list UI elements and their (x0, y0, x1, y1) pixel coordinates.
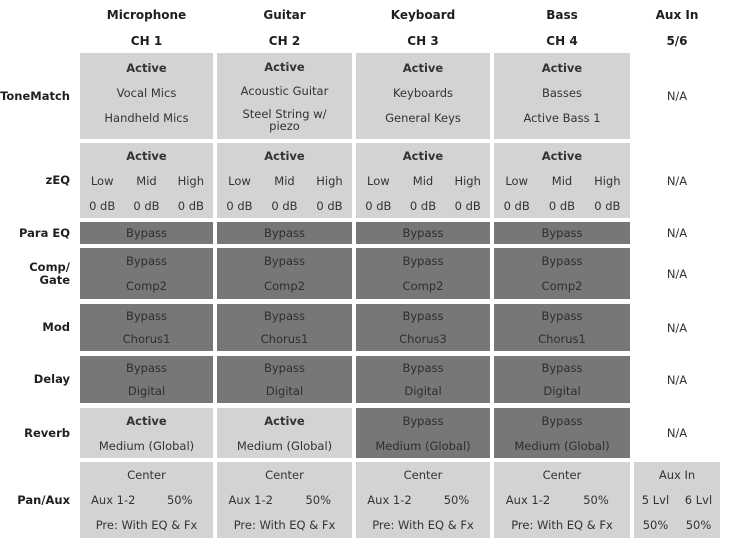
compgate-cell-ch2[interactable] (217, 248, 352, 299)
pan-value: Center (265, 467, 304, 482)
effect-type: Medium (Global) (236, 438, 333, 453)
reverb-cell-ch3[interactable] (356, 408, 490, 458)
tonematch-cell-ch4[interactable] (494, 53, 630, 139)
status-label: Bypass (125, 226, 168, 240)
status-label: Bypass (263, 226, 306, 240)
effect-type: Comp2 (541, 279, 583, 294)
aux-tap-point: Pre: With EQ & Fx (511, 518, 613, 533)
status-label: Bypass (125, 308, 168, 323)
aux-send-level: 50% (305, 492, 332, 507)
tonematch-category: Basses (542, 85, 582, 100)
status-label: Bypass (402, 360, 444, 375)
column-header-keyboard: Keyboard (390, 8, 456, 22)
panaux-cell-ch4[interactable] (494, 462, 630, 538)
eq-value-high: 0 dB (177, 198, 204, 213)
eq-band-mid: Mid (412, 173, 434, 188)
na-label: N/A (666, 173, 688, 188)
row-label-mod: Mod (42, 320, 70, 334)
status-label: Bypass (541, 253, 583, 268)
eq-band-low: Low (505, 173, 528, 188)
compgate-cell-ch4[interactable] (494, 248, 630, 299)
zeq-cell-aux (634, 143, 720, 218)
tonematch-cell-aux (634, 53, 720, 139)
column-header-microphone: Microphone (106, 8, 187, 22)
eq-value-high: 0 dB (594, 198, 621, 213)
channel-label-ch3: CH 3 (407, 34, 439, 48)
mod-cell-ch2[interactable] (217, 304, 352, 351)
effect-type: Comp2 (126, 279, 167, 294)
mod-cell-ch1[interactable] (80, 304, 213, 351)
reverb-cell-ch2[interactable] (217, 408, 352, 458)
column-header-bass: Bass (546, 8, 578, 22)
effect-type: Chorus1 (538, 332, 586, 347)
paraeq-cell-ch3[interactable] (356, 222, 490, 244)
status-label: Active (126, 60, 167, 75)
status-label: Active (126, 413, 167, 428)
aux-in-5-level: 50% (642, 518, 669, 533)
eq-value-low: 0 dB (89, 198, 116, 213)
aux-send-level: 50% (443, 492, 470, 507)
reverb-cell-ch1[interactable] (80, 408, 213, 458)
column-header-guitar: Guitar (263, 8, 306, 22)
aux-send-label: Aux 1-2 (367, 492, 412, 507)
na-label: N/A (666, 226, 688, 240)
eq-value-high: 0 dB (454, 198, 481, 213)
tonematch-preset: General Keys (385, 111, 461, 126)
status-label: Active (126, 148, 167, 163)
aux-in-5-label: 5 Lvl (641, 492, 670, 507)
eq-value-low: 0 dB (226, 198, 253, 213)
row-label-pan-aux: Pan/Aux (17, 492, 70, 507)
effect-type: Chorus1 (122, 332, 171, 347)
status-label: Active (264, 60, 305, 74)
effect-type: Comp2 (264, 279, 305, 294)
aux-tap-point: Pre: With EQ & Fx (95, 518, 198, 533)
eq-value-high: 0 dB (316, 198, 343, 213)
delay-cell-aux (634, 356, 720, 403)
effect-type: Chorus3 (399, 332, 447, 347)
compgate-cell-aux (634, 248, 720, 299)
row-label-para-eq: Para EQ (19, 225, 70, 240)
status-label: Bypass (263, 308, 306, 323)
pan-value: Center (127, 467, 166, 482)
zeq-cell-ch3[interactable] (356, 143, 490, 218)
effect-type: Digital (265, 384, 304, 399)
row-label-line: Comp/ (29, 259, 70, 274)
eq-band-low: Low (367, 173, 390, 188)
aux-in-title: Aux In (658, 467, 696, 482)
effect-type: Medium (Global) (375, 438, 471, 453)
row-label-line: Gate (39, 272, 70, 287)
panaux-cell-ch2[interactable] (217, 462, 352, 538)
pan-value: Center (542, 467, 582, 482)
eq-band-mid: Mid (136, 173, 157, 188)
eq-value-mid: 0 dB (133, 198, 160, 213)
tonematch-preset: Steel String w/ piezo (242, 107, 327, 133)
status-label: Bypass (541, 360, 583, 375)
tonematch-cell-ch2[interactable] (217, 53, 352, 139)
delay-cell-ch1[interactable] (80, 356, 213, 403)
row-label-reverb: Reverb (24, 425, 70, 440)
status-label: Bypass (263, 360, 306, 375)
zeq-cell-ch4[interactable] (494, 143, 630, 218)
compgate-cell-ch1[interactable] (80, 248, 213, 299)
aux-in-6-level: 50% (685, 518, 712, 533)
zeq-cell-ch1[interactable] (80, 143, 213, 218)
status-label: Bypass (402, 308, 444, 323)
compgate-cell-ch3[interactable] (356, 248, 490, 299)
eq-band-high: High (594, 173, 621, 188)
eq-band-mid: Mid (274, 173, 295, 188)
eq-value-mid: 0 dB (548, 198, 576, 213)
aux-in-6-label: 6 Lvl (684, 492, 713, 507)
eq-band-low: Low (90, 173, 114, 188)
aux-tap-point: Pre: With EQ & Fx (233, 518, 336, 533)
row-label-zeq: zEQ (45, 173, 70, 187)
status-label: Bypass (263, 253, 306, 268)
paraeq-cell-ch4[interactable] (494, 222, 630, 244)
tonematch-category: Vocal Mics (116, 85, 177, 100)
effect-type: Chorus1 (260, 332, 309, 347)
channel-label-ch4: CH 4 (546, 34, 578, 48)
na-label: N/A (666, 426, 688, 440)
eq-band-mid: Mid (551, 173, 573, 188)
aux-send-label: Aux 1-2 (505, 492, 551, 507)
status-label: Active (541, 60, 583, 75)
status-label: Active (264, 413, 305, 428)
eq-band-high: High (177, 173, 205, 188)
eq-value-low: 0 dB (503, 198, 530, 213)
eq-band-high: High (454, 173, 481, 188)
status-label: Bypass (125, 253, 168, 268)
status-label: Bypass (402, 253, 444, 268)
eq-value-mid: 0 dB (271, 198, 298, 213)
status-label: Active (402, 60, 444, 75)
eq-band-high: High (316, 173, 343, 188)
tonematch-preset: Handheld Mics (104, 111, 189, 126)
status-label: Active (264, 148, 305, 163)
reverb-cell-aux (634, 408, 720, 458)
panaux-cell-ch1[interactable] (80, 462, 213, 538)
effect-type: Digital (543, 384, 581, 399)
status-label: Bypass (541, 226, 583, 240)
status-label: Bypass (541, 413, 583, 428)
status-label: Active (541, 148, 583, 163)
mod-cell-aux (634, 304, 720, 351)
paraeq-cell-ch1[interactable] (80, 222, 213, 244)
mod-cell-ch4[interactable] (494, 304, 630, 351)
na-label: N/A (666, 372, 688, 387)
effect-type: Digital (404, 384, 442, 399)
na-label: N/A (666, 89, 688, 103)
paraeq-cell-ch2[interactable] (217, 222, 352, 244)
na-label: N/A (666, 266, 688, 281)
aux-tap-point: Pre: With EQ & Fx (372, 518, 474, 533)
tonematch-category: Acoustic Guitar (240, 84, 329, 98)
tonematch-cell-ch3[interactable] (356, 53, 490, 139)
status-label: Bypass (402, 413, 444, 428)
channel-label-ch1: CH 1 (130, 34, 163, 48)
effect-type: Digital (127, 384, 166, 399)
reverb-cell-ch4[interactable] (494, 408, 630, 458)
mod-cell-ch3[interactable] (356, 304, 490, 351)
tonematch-preset: Active Bass 1 (523, 111, 601, 126)
na-label: N/A (666, 320, 688, 335)
tonematch-cell-ch1[interactable] (80, 53, 213, 139)
row-label-comp-gate (0, 248, 70, 299)
aux-send-level: 50% (166, 492, 193, 507)
channel-label-aux56: 5/6 (666, 34, 688, 48)
effect-type: Medium (Global) (514, 438, 610, 453)
aux-send-label: Aux 1-2 (228, 492, 273, 507)
aux-send-level: 50% (583, 492, 609, 507)
status-label: Bypass (402, 226, 444, 240)
effect-type: Comp2 (402, 279, 444, 294)
row-label-tonematch: ToneMatch (0, 88, 70, 103)
panaux-cell-aux-in[interactable] (634, 462, 720, 538)
zeq-cell-ch2[interactable] (217, 143, 352, 218)
delay-cell-ch3[interactable] (356, 356, 490, 403)
panaux-cell-ch3[interactable] (356, 462, 490, 538)
paraeq-cell-aux (634, 222, 720, 244)
status-label: Bypass (541, 308, 583, 323)
tonematch-category: Keyboards (392, 85, 454, 100)
aux-send-label: Aux 1-2 (91, 492, 136, 507)
eq-band-low: Low (228, 173, 251, 188)
eq-value-mid: 0 dB (409, 198, 437, 213)
effect-type: Medium (Global) (98, 438, 195, 453)
column-header-aux-in: Aux In (655, 8, 699, 22)
pan-value: Center (403, 467, 443, 482)
eq-value-low: 0 dB (365, 198, 392, 213)
status-label: Active (402, 148, 444, 163)
channel-label-ch2: CH 2 (268, 34, 301, 48)
delay-cell-ch4[interactable] (494, 356, 630, 403)
row-label-delay: Delay (33, 372, 70, 386)
status-label: Bypass (125, 360, 168, 375)
delay-cell-ch2[interactable] (217, 356, 352, 403)
